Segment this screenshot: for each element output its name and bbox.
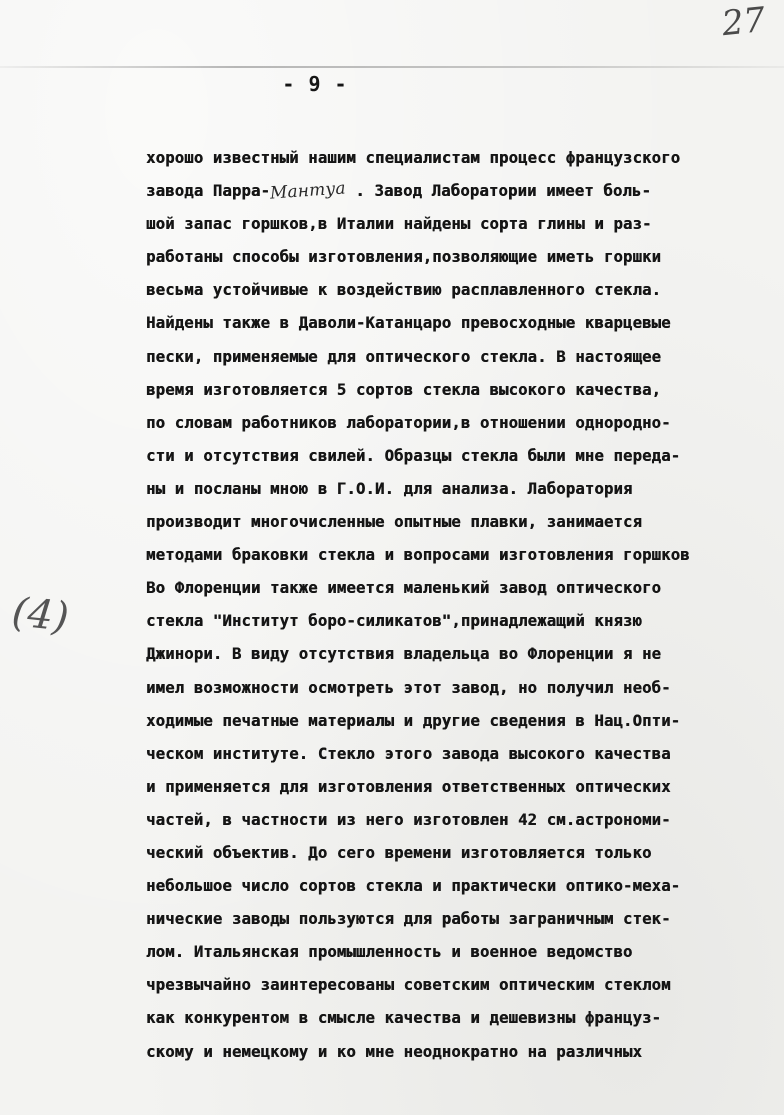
handwritten-insertion: Мантуа — [269, 178, 347, 204]
text-line: методами браковки стекла и вопросами изготовления горшков — [146, 546, 690, 565]
text-line: время изготовляется 5 сортов стекла высокого качества, — [146, 380, 662, 399]
text-line: производит многочисленные опытные плавки, занимается — [146, 513, 642, 532]
text-line: стекла "Институт боро-силикатов",принадлежащий князю — [146, 612, 642, 631]
text-line: лом. Итальянская промышленность и военное ведомство — [146, 943, 633, 962]
text-line: ны и посланы мною в Г.О.И. для анализа. Лаборатория — [146, 479, 633, 498]
page-number: - 9 - — [282, 72, 348, 96]
document-body — [146, 142, 782, 1069]
text-line: ходимые печатные материалы и другие сведения в Нац.Опти- — [146, 711, 681, 730]
scan-edge-line — [0, 66, 784, 68]
folio-number-handwritten: 27 — [720, 0, 768, 45]
text-line: нические заводы пользуются для работы заграничным стек- — [146, 910, 671, 929]
text-line: работаны способы изготовления,позволяющие иметь горшки — [146, 248, 662, 267]
text-line: хорошо известный нашим специалистам процесс французского — [146, 149, 681, 167]
text-line: как конкурентом в смысле качества и дешевизны француз- — [146, 1009, 662, 1028]
text-line: Во Флоренции также имеется маленький завод оптического — [146, 579, 662, 598]
text-line: шой запас горшков,в Италии найдены сорта глины и раз- — [146, 215, 652, 234]
text-line: скому и немецкому и ко мне неоднократно на различных — [146, 1042, 642, 1061]
text-line: чрезвычайно заинтересованы советским оптическим стеклом — [146, 976, 671, 995]
text-line: ческий объектив. До сего времени изготовляется только — [146, 843, 652, 862]
text-segment: . Завод Лаборатории имеет боль- — [345, 182, 651, 201]
text-line: по словам работников лаборатории,в отношении однородно- — [146, 413, 671, 432]
text-line: сти и отсутствия свилей. Образцы стекла были мне переда- — [146, 446, 681, 465]
text-line: ческом институте. Стекло этого завода высокого качества — [146, 744, 671, 763]
text-line: небольшое число сортов стекла и практически оптико-меха- — [146, 877, 681, 896]
text-line: Джинори. В виду отсутствия владельца во Флоренции я не — [146, 645, 662, 664]
text-line: имел возможности осмотреть этот завод, но получил необ- — [146, 678, 671, 697]
text-line: частей, в частности из него изготовлен 42 см.астрономи- — [146, 810, 671, 829]
text-segment: завода Парра- — [146, 182, 270, 201]
text-line: весьма устойчивые к воздействию расплавленного стекла. — [146, 281, 662, 300]
text-line — [146, 175, 782, 208]
text-line: пески, применяемые для оптического стекла. В настоящее — [146, 347, 662, 366]
text-line: Найдены также в Даволи-Катанцаро превосходные кварцевые — [146, 314, 671, 333]
text-line: и применяется для изготовления ответственных оптических — [146, 777, 671, 796]
margin-note-handwritten: (4) — [9, 589, 71, 641]
